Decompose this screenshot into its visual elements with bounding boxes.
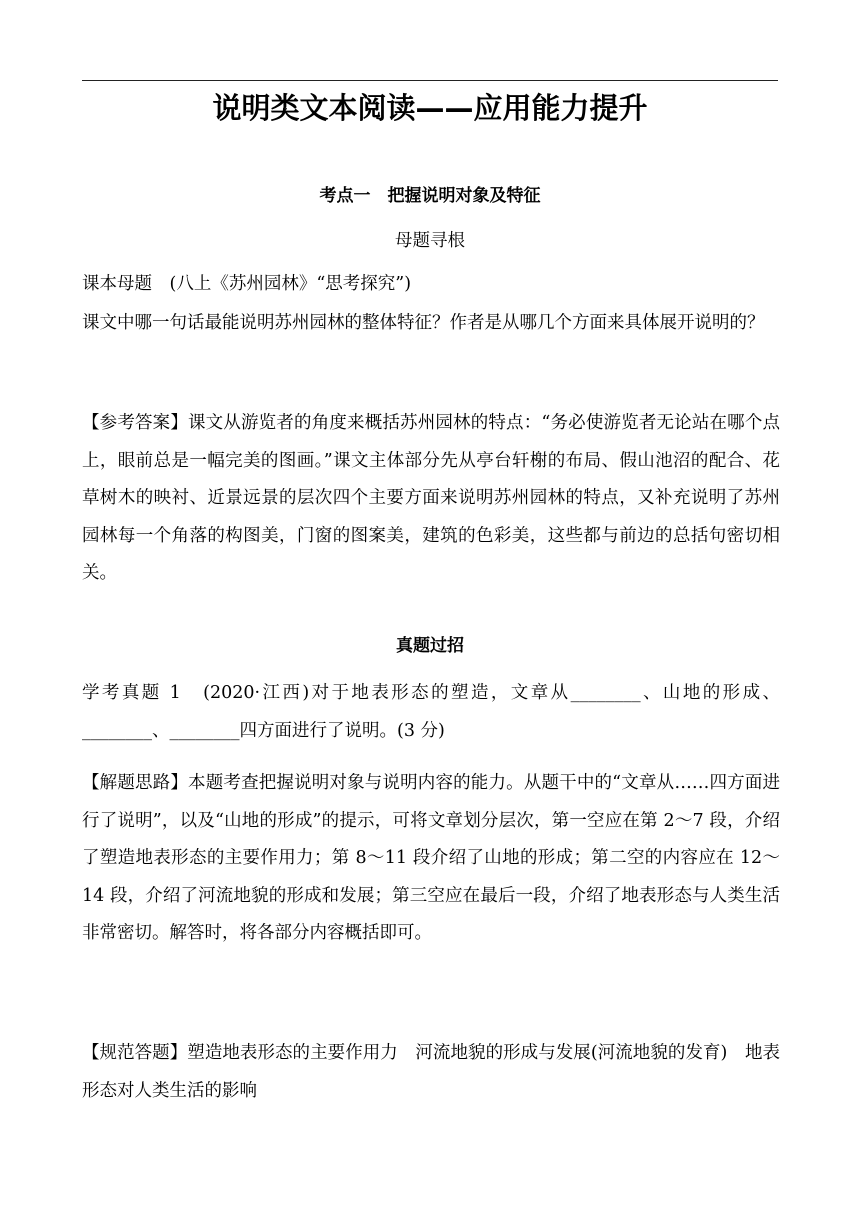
standard-answer-text: 塑造地表形态的主要作用力 河流地貌的形成与发展(河流地貌的发育) 地表形态对人类生活的影响: [82, 1043, 781, 1101]
answer-blank-3: ________: [169, 720, 240, 741]
mother-question-source: 课本母题 (八上《苏州园林》“思考探究”): [82, 274, 412, 294]
reference-answer-text: 课文从游览者的角度来概括苏州园林的特点：“务必使游览者无论站在哪个点上，眼前总是一幅完美的图画。”课文主体部分先从亭台轩榭的布局、假山池沼的配合、花草树木的映衬、近景远景的层次四个主要方面来说明苏州园林的特点，又补充说明了苏州园林每一个角落的构图美，门窗的图案美，建筑的色彩美，这些都与前边的总括句密切相关。: [82, 413, 780, 583]
exam-question-middle: 、山地的形成、: [640, 683, 781, 703]
solution-thinking-text: 本题考查把握说明对象与说明内容的能力。从题干中的“文章从……四方面进行了说明”，以及“山地的形成”的提示，可将文章划分层次，第一空应在第 2～7 段，介绍了塑造地表形态的主要作用力；第 8～11 段介绍了山地的形成；第二空的内容应在 12～14 段，介绍了河流地貌的形成和发展；第三空应在最后一段，介绍了地表形态与人类生活非常密切。解答时，将各部分内容概括即可。: [82, 773, 781, 943]
section-heading: 考点一 把握说明对象及特征: [319, 186, 541, 206]
reference-answer: [82, 405, 780, 593]
real-exam-subheading: 真题过招: [396, 636, 464, 656]
exam-question-prefix: 学考真题 1 (2020·江西)对于地表形态的塑造，文章从: [82, 683, 571, 703]
answer-blank-1: ________: [570, 683, 641, 703]
mother-question-text: 课文中哪一句话最能说明苏州园林的整体特征？作者是从哪几个方面来具体展开说明的？: [82, 313, 765, 333]
exam-question-separator: 、: [152, 720, 170, 741]
standard-answer-label: 【规范答题】: [82, 1043, 188, 1063]
header-rule: [82, 80, 778, 81]
document-title: 说明类文本阅读——应用能力提升: [212, 91, 648, 125]
exam-question: [82, 675, 780, 750]
reference-answer-label: 【参考答案】: [82, 413, 189, 433]
answer-blank-2: ________: [82, 720, 152, 741]
solution-thinking: [82, 765, 780, 953]
mother-question-subheading: 母题寻根: [395, 231, 465, 251]
exam-question-suffix: 四方面进行了说明。(3 分): [239, 720, 445, 741]
solution-thinking-label: 【解题思路】: [82, 773, 189, 793]
standard-answer: [82, 1035, 780, 1110]
